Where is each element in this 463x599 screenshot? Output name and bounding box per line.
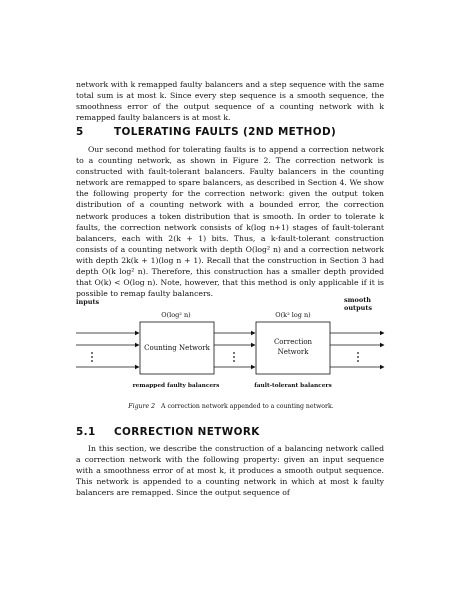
section-5-title: TOLERATING FAULTS (2ND METHOD): [114, 126, 337, 138]
section-5-heading: [76, 126, 386, 138]
figure-2-caption-text: A correction network appended to a counting network.: [161, 403, 334, 410]
middle-wires: [214, 333, 255, 367]
inputs-label: inputs: [76, 298, 100, 306]
correction-network-label-line1: Correction: [273, 338, 313, 346]
section-5-1-paragraph: In this section, we describe the construction of a balancing network called a correction network with the following property: given an input sequence with a smoothness error of at most k, it produces a smooth output sequence. This network is appended to a counting network in which at most k faulty balancers are remapped. Since the output sequence of: [76, 444, 384, 498]
fault-tolerant-note: fault-tolerant balancers: [254, 383, 332, 389]
section-5-1-title: CORRECTION NETWORK: [114, 426, 260, 438]
input-wires: [76, 333, 139, 367]
section-5-1-number: 5.1: [76, 426, 96, 438]
counting-network-label: Counting Network: [144, 344, 210, 352]
section-5-1-heading: [76, 426, 386, 438]
correction-depth-label: O(k² log n): [275, 311, 311, 319]
outputs-label-smooth: smooth: [344, 296, 371, 304]
remapped-faulty-note: remapped faulty balancers: [132, 383, 220, 389]
intro-paragraph: network with k remapped faulty balancers and a step sequence with the same total sum is at most k. Since every step sequence is a smooth sequence, the smoothness error of the output sequence of a counting network with k remapped faulty balancers is at most k.: [76, 80, 384, 123]
figure-2-tag: Figure 2: [128, 403, 156, 410]
correction-network-label-line2: Network: [277, 348, 309, 356]
section-5-number: 5: [76, 126, 84, 138]
figure-2-diagram: [76, 295, 386, 395]
outputs-label-outputs: outputs: [344, 304, 372, 312]
output-wires: [330, 333, 384, 367]
counting-depth-label: O(log² n): [161, 311, 191, 319]
section-5-paragraph: Our second method for tolerating faults is to append a correction network to a counting network, as shown in Figure 2. The correction network is constructed with fault-tolerant balancers. Faulty balancers in the counting network are remapped to spare balancers, as described in Section 4. We show the following property for the correction network: given the output token distribution of a counting network with a bounded error, the correction network produces a token distribution that is smooth. In order to tolerate k faults, the correction network consists of k(log n+1) stages of fault-tolerant balancers, each with 2(k + 1) bits. Thus, a k-fault-tolerant construction consists of a counting network with depth O(log² n) and a correction network with depth 2k(k + 1)(log n + 1). Recall that the construction in Section 3 had depth O(k log² n). Therefore, this construction has a smaller depth provided that O(k) < O(log n). Note, however, that this method is only applicable if it is possible to remap faulty balancers.: [76, 145, 384, 299]
figure-2-caption: [76, 403, 386, 410]
